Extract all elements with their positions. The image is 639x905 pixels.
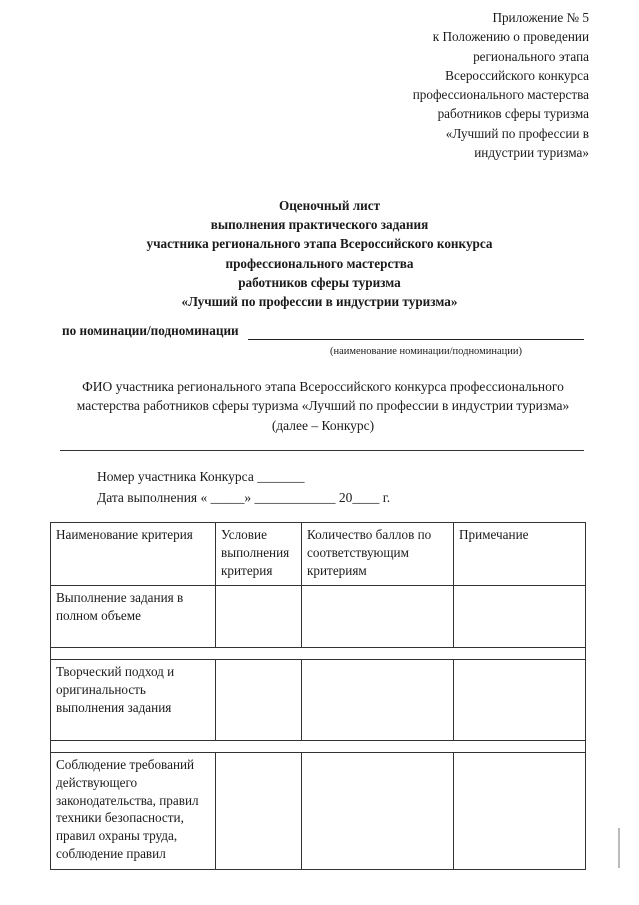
title-line: «Лучший по профессии в индустрии туризма» — [181, 294, 458, 310]
spacer-row — [51, 741, 586, 753]
table-row — [51, 660, 586, 741]
title-line: Оценочный лист — [278, 198, 381, 213]
criteria-table — [50, 522, 586, 870]
nomination-fill-line[interactable] — [248, 339, 584, 340]
table-header-row — [51, 523, 586, 586]
document-title — [0, 196, 639, 311]
scan-edge-mark — [618, 828, 620, 868]
title-line: работников сферы туризма — [238, 274, 401, 290]
header-condition: Условие выполнения критерия — [216, 523, 302, 586]
points-cell[interactable] — [302, 660, 454, 741]
appendix-line: Всероссийского конкурса — [445, 67, 589, 83]
appendix-line: работников сферы туризма — [437, 106, 589, 122]
criterion-cell: Соблюдение требований действующего законодательства, правил техники безопасности, правил охраны труда, соблюдение правил — [51, 753, 216, 870]
fio-fill-line[interactable] — [60, 450, 584, 451]
appendix-line: регионального этапа — [473, 48, 589, 64]
condition-cell[interactable] — [216, 753, 302, 870]
completion-date-field[interactable]: Дата выполнения « _____» ____________ 20____ г. — [97, 490, 391, 505]
fio-block — [58, 377, 588, 435]
criterion-cell: Творческий подход и оригинальность выполнения задания — [51, 660, 216, 741]
appendix-line: Приложение № 5 — [492, 10, 589, 25]
header-points: Количество баллов по соответствующим критериям — [302, 523, 454, 586]
criterion-cell: Выполнение задания в полном объеме — [51, 586, 216, 648]
nomination-caption: (наименование номинации/подноминации) — [329, 346, 523, 357]
title-line: профессионального мастерства — [225, 255, 414, 271]
spacer-cell — [51, 648, 586, 660]
note-cell[interactable] — [454, 660, 586, 741]
table-row — [51, 753, 586, 870]
appendix-line: «Лучший по профессии в — [445, 125, 589, 141]
fio-line: мастерства работников сферы туризма «Лучший по профессии в индустрии туризма» — [76, 398, 570, 414]
participant-number-field[interactable]: Номер участника Конкурса _______ — [97, 469, 305, 484]
note-cell[interactable] — [454, 753, 586, 870]
title-line: выполнения практического задания — [210, 217, 429, 233]
condition-cell[interactable] — [216, 586, 302, 648]
spacer-cell — [51, 741, 586, 753]
appendix-header — [349, 8, 589, 162]
nomination-label: по номинации/подноминации — [62, 323, 239, 338]
appendix-line: к Положению о проведении — [432, 29, 589, 45]
points-cell[interactable] — [302, 753, 454, 870]
appendix-line: индустрии туризма» — [474, 145, 589, 161]
fio-line: (далее – Конкурс) — [271, 417, 375, 433]
header-criterion: Наименование критерия — [51, 523, 216, 586]
points-cell[interactable] — [302, 586, 454, 648]
table-row — [51, 586, 586, 648]
appendix-line: профессионального мастерства — [412, 87, 589, 103]
condition-cell[interactable] — [216, 660, 302, 741]
note-cell[interactable] — [454, 586, 586, 648]
title-line: участника регионального этапа Всероссийского конкурса — [146, 236, 493, 252]
header-note: Примечание — [454, 523, 586, 586]
spacer-row — [51, 648, 586, 660]
fio-line: ФИО участника регионального этапа Всероссийского конкурса профессионального — [82, 379, 564, 394]
